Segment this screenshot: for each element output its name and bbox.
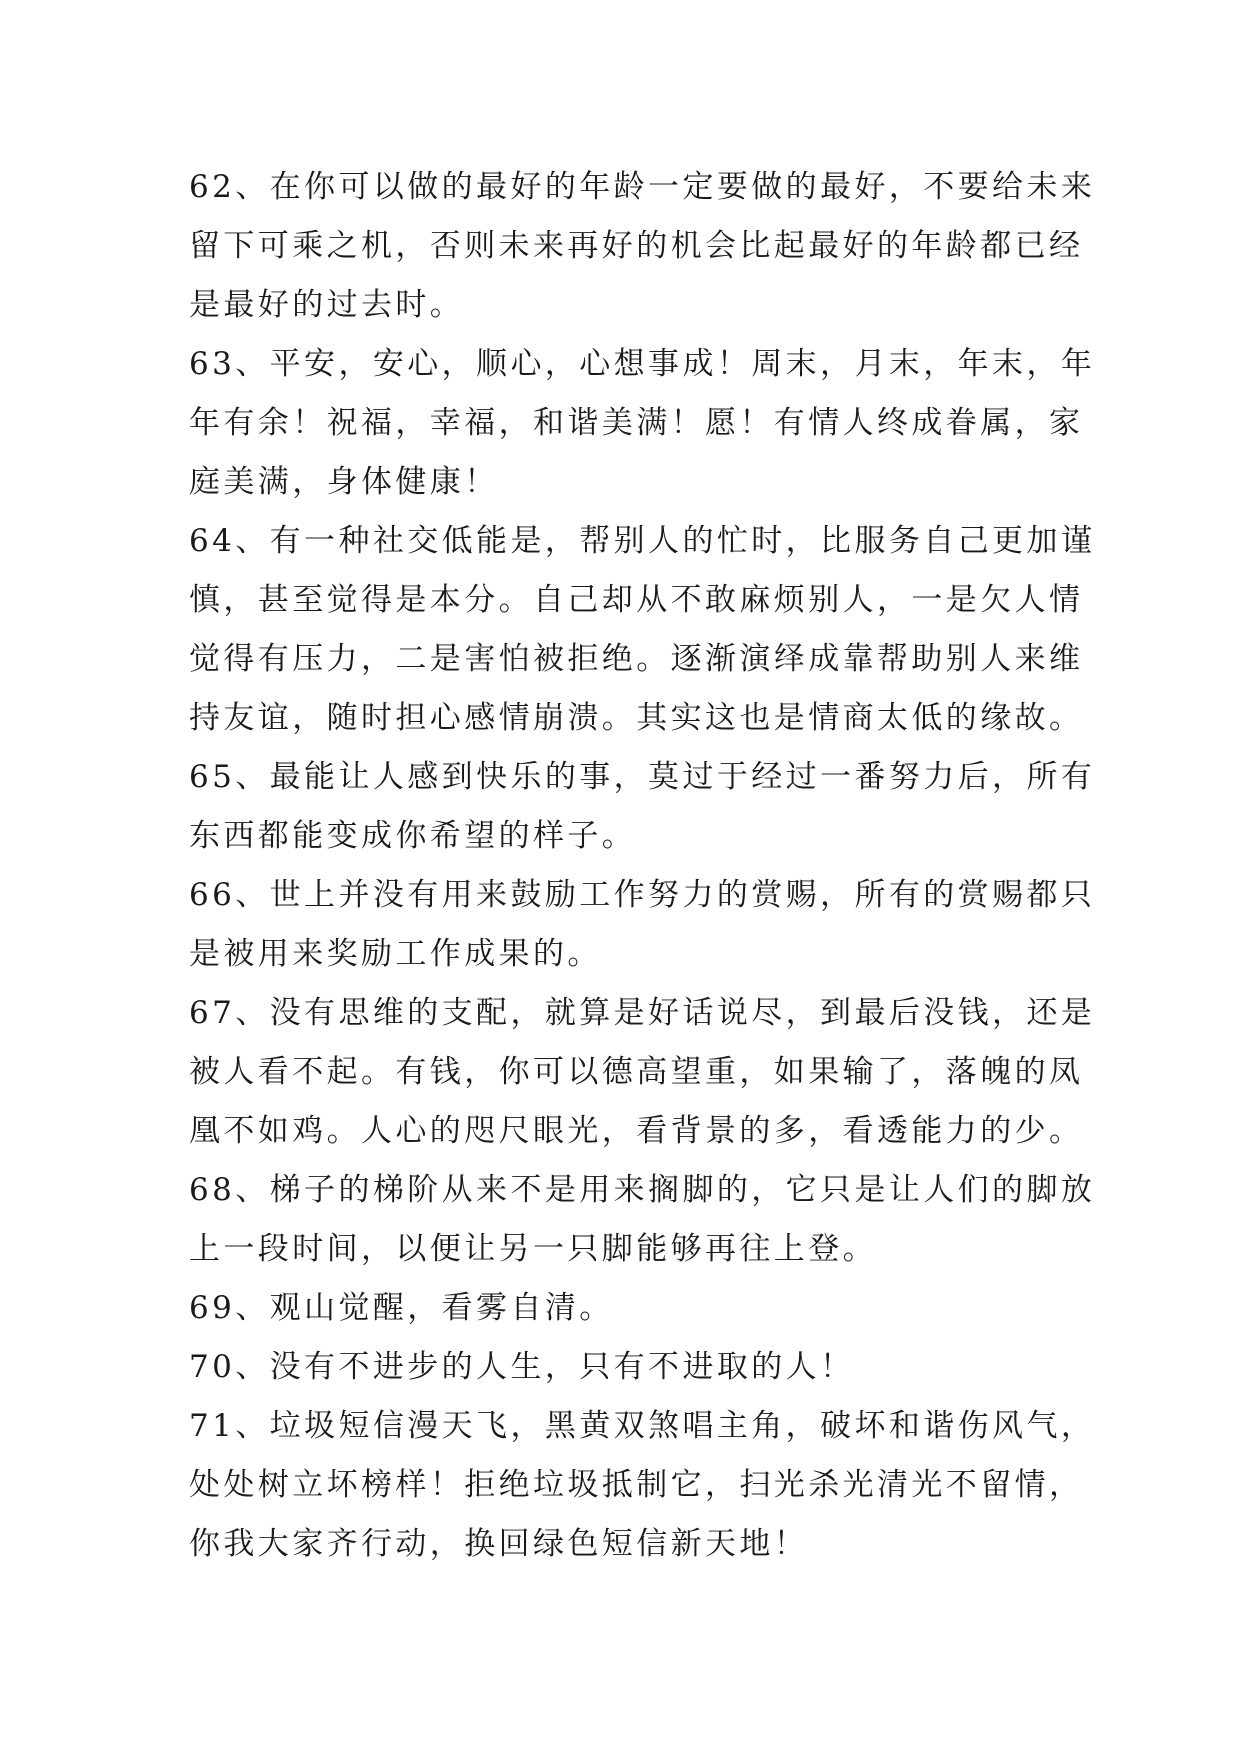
text-line: 持友谊，随时担心感情崩溃。其实这也是情商太低的缘故。 (189, 700, 1084, 736)
text-line: 68、梯子的梯阶从来不是用来搁脚的，它只是让人们的脚放 (189, 1172, 1096, 1208)
text-line: 你我大家齐行动，换回绿色短信新天地！ (189, 1526, 809, 1562)
document-body (189, 158, 1096, 1574)
text-line: 年有余！祝福，幸福，和谐美满！愿！有情人终成眷属，家 (189, 405, 1084, 441)
text-line: 65、最能让人感到快乐的事，莫过于经过一番努力后，所有 (189, 759, 1096, 795)
text-line: 庭美满，身体健康！ (189, 464, 499, 500)
text-line: 处处树立坏榜样！拒绝垃圾抵制它，扫光杀光清光不留情， (189, 1467, 1084, 1503)
text-line: 凰不如鸡。人心的咫尺眼光，看背景的多，看透能力的少。 (189, 1113, 1084, 1149)
text-line: 慎，甚至觉得是本分。自己却从不敢麻烦别人，一是欠人情 (189, 582, 1084, 618)
text-line: 是被用来奖励工作成果的。 (189, 936, 602, 972)
text-line: 上一段时间，以便让另一只脚能够再往上登。 (189, 1231, 877, 1267)
text-line: 62、在你可以做的最好的年龄一定要做的最好，不要给未来 (189, 169, 1096, 205)
text-line: 留下可乘之机，否则未来再好的机会比起最好的年龄都已经 (189, 228, 1084, 264)
text-line: 70、没有不进步的人生，只有不进取的人！ (189, 1349, 855, 1385)
text-line: 63、平安，安心，顺心，心想事成！周末，月末，年末，年 (189, 346, 1096, 382)
text-line: 觉得有压力，二是害怕被拒绝。逐渐演绎成靠帮助别人来维 (189, 641, 1084, 677)
text-line: 64、有一种社交低能是，帮别人的忙时，比服务自己更加谨 (189, 523, 1096, 559)
text-line: 67、没有思维的支配，就算是好话说尽，到最后没钱，还是 (189, 995, 1096, 1031)
text-line: 东西都能变成你希望的样子。 (189, 818, 637, 854)
text-line: 71、垃圾短信漫天飞，黑黄双煞唱主角，破坏和谐伤风气， (189, 1408, 1096, 1444)
text-line: 被人看不起。有钱，你可以德高望重，如果输了，落魄的凤 (189, 1054, 1084, 1090)
text-line: 是最好的过去时。 (189, 287, 465, 323)
text-line: 69、观山觉醒，看雾自清。 (189, 1290, 614, 1326)
text-line: 66、世上并没有用来鼓励工作努力的赏赐，所有的赏赐都只 (189, 877, 1096, 913)
